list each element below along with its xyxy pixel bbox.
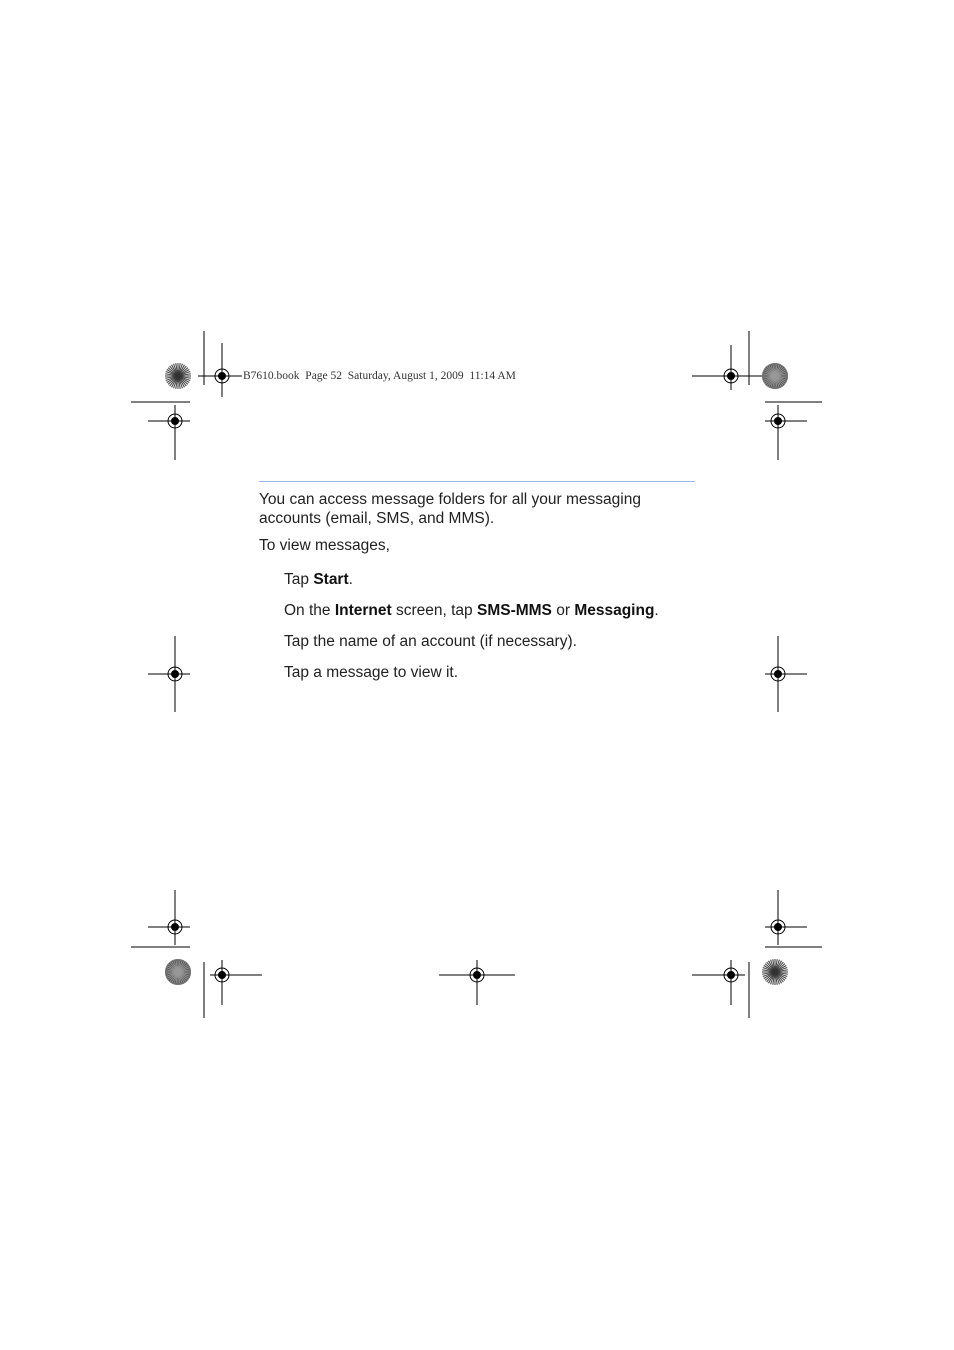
target-fill	[774, 670, 782, 678]
target-fill	[727, 372, 735, 380]
target-fill	[171, 670, 179, 678]
target-fill	[171, 417, 179, 425]
step-text: .	[654, 602, 659, 619]
step-1	[284, 570, 353, 589]
step-text: On the	[284, 602, 335, 619]
target-fill	[218, 971, 226, 979]
ui-term-messaging: Messaging	[574, 602, 655, 619]
target-fill	[218, 372, 226, 380]
target-fill	[774, 923, 782, 931]
ui-term-internet: Internet	[334, 602, 392, 619]
step-text: .	[348, 571, 353, 588]
target-fill	[171, 923, 179, 931]
intro-line-2: accounts (email, SMS, and MMS).	[259, 510, 495, 527]
intro-line-1: You can access message folders for all your messaging	[259, 491, 641, 508]
target-fill	[473, 971, 481, 979]
step-2	[284, 601, 659, 620]
step-text: Tap	[284, 571, 314, 588]
step-4: Tap a message to view it.	[284, 664, 459, 681]
ui-term-start: Start	[313, 571, 349, 588]
ui-term-sms-mms: SMS-MMS	[476, 602, 552, 619]
target-fill	[774, 417, 782, 425]
target-fill	[727, 971, 735, 979]
step-text: screen, tap	[391, 602, 477, 619]
step-text: or	[551, 602, 575, 619]
lead-text: To view messages,	[259, 537, 390, 554]
section-rule	[259, 481, 695, 482]
intro-paragraph	[259, 490, 641, 528]
step-3: Tap the name of an account (if necessary).	[284, 633, 577, 650]
print-header: B7610.book Page 52 Saturday, August 1, 2009 11:14 AM	[243, 370, 516, 382]
